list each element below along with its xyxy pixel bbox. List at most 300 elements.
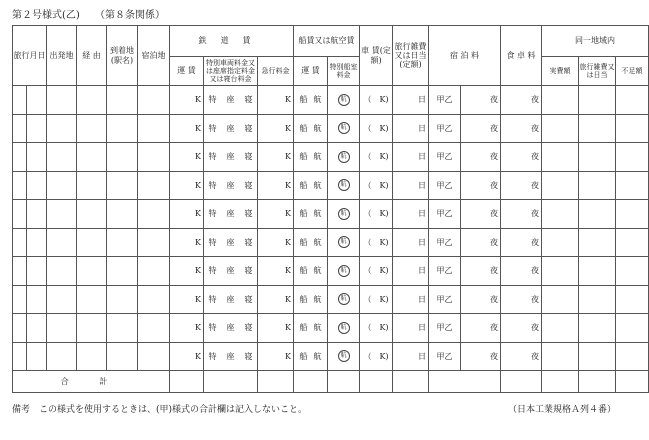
sleeper-label: 寝 — [244, 209, 253, 219]
car-unit-label: K) — [379, 237, 389, 247]
total-cell[interactable] — [360, 371, 393, 393]
actual-cost-cell[interactable] — [542, 285, 579, 314]
sleeper-label: 寝 — [244, 180, 253, 190]
day-unit-label: 日 — [418, 351, 427, 361]
railway-express-cell[interactable] — [258, 342, 294, 371]
railway-special-cell[interactable] — [204, 86, 258, 115]
car-unit-label: K) — [379, 123, 389, 133]
lodging-class-cell[interactable] — [429, 342, 461, 371]
form-reference: （第８条関係） — [95, 10, 165, 21]
day-cell[interactable] — [27, 314, 47, 343]
route-cell[interactable] — [77, 171, 107, 200]
meal-nights-label: 夜 — [531, 209, 540, 219]
arrival-cell[interactable] — [107, 200, 138, 229]
express-unit-label: K — [285, 237, 292, 247]
same-area-daily-cell[interactable] — [579, 228, 616, 257]
lodging-class-cell[interactable] — [429, 200, 461, 229]
shortfall-cell[interactable] — [616, 200, 649, 229]
footer-standard: （日本工業規格Ａ列４番） — [507, 405, 616, 415]
ship-special-cell[interactable] — [328, 314, 360, 343]
class-b-label: 乙 — [444, 209, 453, 219]
entry-row — [13, 114, 649, 143]
seat-label: 座 — [226, 123, 235, 133]
ship-special-cell[interactable] — [328, 257, 360, 286]
arrival-cell[interactable] — [107, 257, 138, 286]
voyage-label: 航 — [313, 95, 322, 105]
ship-fare-cell[interactable] — [294, 86, 328, 115]
railway-fare-cell[interactable] — [170, 257, 204, 286]
lodging-place-cell[interactable] — [138, 200, 170, 229]
lodging-class-cell[interactable] — [429, 285, 461, 314]
shortfall-cell[interactable] — [616, 285, 649, 314]
month-cell[interactable] — [13, 200, 27, 229]
car-unit-label: K) — [379, 180, 389, 190]
ship-fare-cell[interactable] — [294, 285, 328, 314]
total-cell[interactable] — [328, 371, 360, 393]
month-cell[interactable] — [13, 228, 27, 257]
ship-fare-cell[interactable] — [294, 143, 328, 172]
arrival-cell[interactable] — [107, 314, 138, 343]
class-b-label: 乙 — [444, 323, 453, 333]
lodging-place-cell[interactable] — [138, 342, 170, 371]
express-unit-label: K — [285, 266, 292, 276]
actual-cost-cell[interactable] — [542, 200, 579, 229]
ship-fare-cell[interactable] — [294, 171, 328, 200]
railway-fare-cell[interactable] — [170, 342, 204, 371]
railway-fare-cell[interactable] — [170, 171, 204, 200]
voyage-label: 航 — [313, 351, 322, 361]
special-label: 特 — [208, 266, 217, 276]
ship-special-cell[interactable] — [328, 114, 360, 143]
lodging-fee-header: 宿 泊 料 — [429, 26, 501, 86]
fare-unit-label: K — [195, 152, 201, 162]
route-cell[interactable] — [77, 314, 107, 343]
ship-fare-cell[interactable] — [294, 257, 328, 286]
actual-cost-header: 実費額 — [542, 57, 579, 86]
month-cell[interactable] — [13, 114, 27, 143]
route-cell[interactable] — [77, 285, 107, 314]
sleeper-label: 寝 — [244, 294, 253, 304]
lodging-place-cell[interactable] — [138, 285, 170, 314]
month-cell[interactable] — [13, 342, 27, 371]
railway-express-header: 急行料金 — [258, 57, 294, 86]
express-unit-label: K — [285, 180, 292, 190]
route-header: 経 由 — [77, 26, 107, 86]
entry-row — [13, 171, 649, 200]
railway-express-cell[interactable] — [258, 228, 294, 257]
ship-circle-icon: 航 — [338, 179, 350, 191]
actual-cost-cell[interactable] — [542, 114, 579, 143]
lodging-nights-cell[interactable] — [461, 114, 501, 143]
shortfall-cell[interactable] — [616, 342, 649, 371]
car-open-label: （ — [363, 95, 372, 105]
ship-fare-cell[interactable] — [294, 200, 328, 229]
shortfall-cell[interactable] — [616, 314, 649, 343]
express-unit-label: K — [285, 95, 292, 105]
total-cell[interactable] — [170, 371, 204, 393]
lodging-place-cell[interactable] — [138, 114, 170, 143]
total-cell[interactable] — [393, 371, 429, 393]
month-cell[interactable] — [13, 171, 27, 200]
month-cell[interactable] — [13, 143, 27, 172]
ship-special-cell[interactable] — [328, 171, 360, 200]
car-fare-cell[interactable] — [360, 285, 393, 314]
departure-cell[interactable] — [47, 171, 77, 200]
lodging-nights-cell[interactable] — [461, 143, 501, 172]
meal-fee-cell[interactable] — [501, 285, 542, 314]
meal-nights-label: 夜 — [531, 123, 540, 133]
seat-label: 座 — [226, 351, 235, 361]
lodging-place-cell[interactable] — [138, 143, 170, 172]
car-fare-cell[interactable] — [360, 342, 393, 371]
nights-label: 夜 — [490, 209, 499, 219]
voyage-label: 航 — [313, 237, 322, 247]
car-fare-cell[interactable] — [360, 114, 393, 143]
month-cell[interactable] — [13, 314, 27, 343]
meal-fee-cell[interactable] — [501, 228, 542, 257]
day-unit-label: 日 — [418, 237, 427, 247]
departure-cell[interactable] — [47, 114, 77, 143]
departure-cell[interactable] — [47, 86, 77, 115]
route-cell[interactable] — [77, 200, 107, 229]
railway-fare-cell[interactable] — [170, 285, 204, 314]
day-cell[interactable] — [27, 114, 47, 143]
daily-allowance-cell[interactable] — [393, 285, 429, 314]
total-cell[interactable] — [429, 371, 501, 393]
departure-cell[interactable] — [47, 228, 77, 257]
departure-cell[interactable] — [47, 285, 77, 314]
departure-cell[interactable] — [47, 257, 77, 286]
lodging-nights-cell[interactable] — [461, 171, 501, 200]
class-b-label: 乙 — [444, 351, 453, 361]
car-fare-cell[interactable] — [360, 86, 393, 115]
car-fare-cell[interactable] — [360, 314, 393, 343]
departure-cell[interactable] — [47, 143, 77, 172]
express-unit-label: K — [285, 152, 292, 162]
day-cell[interactable] — [27, 86, 47, 115]
railway-fare-cell[interactable] — [170, 86, 204, 115]
actual-cost-cell[interactable] — [542, 342, 579, 371]
fare-unit-label: K — [195, 294, 201, 304]
arrival-cell[interactable] — [107, 171, 138, 200]
daily-allowance-cell[interactable] — [393, 342, 429, 371]
arrival-cell[interactable] — [107, 114, 138, 143]
lodging-nights-cell[interactable] — [461, 314, 501, 343]
railway-express-cell[interactable] — [258, 200, 294, 229]
ship-special-cell[interactable] — [328, 86, 360, 115]
voyage-label: 航 — [313, 123, 322, 133]
day-unit-label: 日 — [418, 294, 427, 304]
day-cell[interactable] — [27, 171, 47, 200]
meal-fee-cell[interactable] — [501, 143, 542, 172]
railway-express-cell[interactable] — [258, 86, 294, 115]
railway-special-cell[interactable] — [204, 171, 258, 200]
class-a-label: 甲 — [436, 180, 445, 190]
lodging-nights-cell[interactable] — [461, 342, 501, 371]
month-cell[interactable] — [13, 86, 27, 115]
actual-cost-cell[interactable] — [542, 171, 579, 200]
meal-fee-cell[interactable] — [501, 171, 542, 200]
ship-special-cell[interactable] — [328, 200, 360, 229]
nights-label: 夜 — [490, 95, 499, 105]
lodging-class-cell[interactable] — [429, 171, 461, 200]
seat-label: 座 — [226, 323, 235, 333]
shortfall-cell[interactable] — [616, 257, 649, 286]
actual-cost-cell[interactable] — [542, 314, 579, 343]
railway-fare-cell[interactable] — [170, 200, 204, 229]
same-area-daily-cell[interactable] — [579, 257, 616, 286]
departure-cell[interactable] — [47, 314, 77, 343]
total-label: 合 計 — [13, 371, 170, 393]
footer-note: 備考 この様式を使用するときは、(甲)様式の合計欄は記入しないこと。 — [12, 405, 308, 415]
railway-express-cell[interactable] — [258, 257, 294, 286]
class-a-label: 甲 — [436, 95, 445, 105]
actual-cost-cell[interactable] — [542, 228, 579, 257]
entry-row — [13, 228, 649, 257]
railway-express-cell[interactable] — [258, 314, 294, 343]
day-cell[interactable] — [27, 342, 47, 371]
ship-special-cell[interactable] — [328, 285, 360, 314]
car-fare-cell[interactable] — [360, 228, 393, 257]
departure-cell[interactable] — [47, 200, 77, 229]
route-cell[interactable] — [77, 114, 107, 143]
nights-label: 夜 — [490, 180, 499, 190]
ship-special-cell[interactable] — [328, 342, 360, 371]
arrival-cell[interactable] — [107, 285, 138, 314]
lodging-class-cell[interactable] — [429, 228, 461, 257]
route-cell[interactable] — [77, 342, 107, 371]
meal-fee-cell[interactable] — [501, 314, 542, 343]
arrival-cell[interactable] — [107, 342, 138, 371]
form-title: 第２号様式(乙) — [12, 10, 80, 21]
month-cell[interactable] — [13, 257, 27, 286]
total-cell[interactable] — [616, 371, 649, 393]
same-area-daily-cell[interactable] — [579, 86, 616, 115]
actual-cost-cell[interactable] — [542, 143, 579, 172]
meal-fee-cell[interactable] — [501, 86, 542, 115]
shortfall-cell[interactable] — [616, 143, 649, 172]
day-unit-label: 日 — [418, 209, 427, 219]
route-cell[interactable] — [77, 143, 107, 172]
arrival-cell[interactable] — [107, 86, 138, 115]
voyage-label: 航 — [313, 180, 322, 190]
railway-fare-cell[interactable] — [170, 314, 204, 343]
arrival-cell[interactable] — [107, 143, 138, 172]
car-unit-label: K) — [379, 95, 389, 105]
daily-allowance-cell[interactable] — [393, 114, 429, 143]
same-area-daily-cell[interactable] — [579, 285, 616, 314]
day-cell[interactable] — [27, 257, 47, 286]
fare-unit-label: K — [195, 323, 201, 333]
lodging-class-cell[interactable] — [429, 143, 461, 172]
shortfall-cell[interactable] — [616, 114, 649, 143]
lodging-place-cell[interactable] — [138, 228, 170, 257]
same-area-daily-cell[interactable] — [579, 342, 616, 371]
total-cell[interactable] — [294, 371, 328, 393]
lodging-class-cell[interactable] — [429, 114, 461, 143]
railway-special-cell[interactable] — [204, 143, 258, 172]
same-area-daily-cell[interactable] — [579, 114, 616, 143]
lodging-nights-cell[interactable] — [461, 228, 501, 257]
day-cell[interactable] — [27, 285, 47, 314]
ship-fare-cell[interactable] — [294, 314, 328, 343]
entry-row — [13, 314, 649, 343]
ship-circle-icon: 航 — [338, 151, 350, 163]
day-cell[interactable] — [27, 200, 47, 229]
nights-label: 夜 — [490, 266, 499, 276]
railway-special-cell[interactable] — [204, 257, 258, 286]
actual-cost-cell[interactable] — [542, 86, 579, 115]
car-fare-cell[interactable] — [360, 200, 393, 229]
same-area-daily-cell[interactable] — [579, 143, 616, 172]
voyage-label: 航 — [313, 294, 322, 304]
total-cell[interactable] — [501, 371, 542, 393]
fare-unit-label: K — [195, 266, 201, 276]
total-cell[interactable] — [542, 371, 579, 393]
meal-fee-cell[interactable] — [501, 200, 542, 229]
lodging-place-header: 宿泊地 — [138, 26, 170, 86]
railway-express-cell[interactable] — [258, 143, 294, 172]
route-cell[interactable] — [77, 228, 107, 257]
ship-special-cell[interactable] — [328, 228, 360, 257]
car-open-label: （ — [363, 209, 372, 219]
shortfall-cell[interactable] — [616, 86, 649, 115]
railway-special-cell[interactable] — [204, 228, 258, 257]
railway-special-cell[interactable] — [204, 342, 258, 371]
nights-label: 夜 — [490, 237, 499, 247]
nights-label: 夜 — [490, 294, 499, 304]
nights-label: 夜 — [490, 351, 499, 361]
shortfall-cell[interactable] — [616, 228, 649, 257]
lodging-class-cell[interactable] — [429, 257, 461, 286]
class-a-label: 甲 — [436, 323, 445, 333]
ship-fare-cell[interactable] — [294, 114, 328, 143]
meal-fee-cell[interactable] — [501, 114, 542, 143]
meal-nights-label: 夜 — [531, 237, 540, 247]
class-a-label: 甲 — [436, 351, 445, 361]
ship-fare-cell[interactable] — [294, 342, 328, 371]
ship-label: 船 — [299, 152, 308, 162]
same-area-daily-cell[interactable] — [579, 171, 616, 200]
daily-allowance-cell[interactable] — [393, 200, 429, 229]
lodging-place-cell[interactable] — [138, 171, 170, 200]
sleeper-label: 寝 — [244, 152, 253, 162]
railway-special-cell[interactable] — [204, 114, 258, 143]
sleeper-label: 寝 — [244, 323, 253, 333]
car-fare-cell[interactable] — [360, 257, 393, 286]
same-area-daily-cell[interactable] — [579, 314, 616, 343]
entry-row — [13, 285, 649, 314]
entry-row — [13, 257, 649, 286]
meal-nights-label: 夜 — [531, 266, 540, 276]
railway-special-cell[interactable] — [204, 200, 258, 229]
meal-fee-cell[interactable] — [501, 257, 542, 286]
day-cell[interactable] — [27, 143, 47, 172]
lodging-nights-cell[interactable] — [461, 285, 501, 314]
route-cell[interactable] — [77, 257, 107, 286]
month-cell[interactable] — [13, 285, 27, 314]
departure-cell[interactable] — [47, 342, 77, 371]
total-cell[interactable] — [579, 371, 616, 393]
railway-express-cell[interactable] — [258, 285, 294, 314]
actual-cost-cell[interactable] — [542, 257, 579, 286]
railway-express-cell[interactable] — [258, 114, 294, 143]
lodging-nights-cell[interactable] — [461, 257, 501, 286]
fare-unit-label: K — [195, 351, 201, 361]
route-cell[interactable] — [77, 86, 107, 115]
day-unit-label: 日 — [418, 95, 427, 105]
car-fare-cell[interactable] — [360, 171, 393, 200]
ship-circle-icon: 航 — [338, 265, 350, 277]
special-label: 特 — [208, 152, 217, 162]
meal-fee-cell[interactable] — [501, 342, 542, 371]
car-open-label: （ — [363, 152, 372, 162]
nights-label: 夜 — [490, 152, 499, 162]
railway-fare-cell[interactable] — [170, 228, 204, 257]
car-unit-label: K) — [379, 266, 389, 276]
daily-allowance-cell[interactable] — [393, 171, 429, 200]
arrival-cell[interactable] — [107, 228, 138, 257]
sleeper-label: 寝 — [244, 123, 253, 133]
special-label: 特 — [208, 323, 217, 333]
lodging-place-cell[interactable] — [138, 86, 170, 115]
total-cell[interactable] — [204, 371, 258, 393]
same-area-header: 同一地域内 — [542, 26, 649, 57]
ship-fare-cell[interactable] — [294, 228, 328, 257]
railway-special-cell[interactable] — [204, 314, 258, 343]
day-cell[interactable] — [27, 228, 47, 257]
class-b-label: 乙 — [444, 237, 453, 247]
special-label: 特 — [208, 123, 217, 133]
car-fare-cell[interactable] — [360, 143, 393, 172]
express-unit-label: K — [285, 351, 292, 361]
ship-circle-icon: 航 — [338, 208, 350, 220]
class-b-label: 乙 — [444, 294, 453, 304]
ship-special-cell[interactable] — [328, 143, 360, 172]
railway-fare-cell[interactable] — [170, 114, 204, 143]
header-row-1 — [13, 26, 649, 57]
lodging-class-cell[interactable] — [429, 86, 461, 115]
lodging-nights-cell[interactable] — [461, 200, 501, 229]
railway-express-cell[interactable] — [258, 171, 294, 200]
fare-unit-label: K — [195, 237, 201, 247]
seat-label: 座 — [226, 95, 235, 105]
same-area-daily-cell[interactable] — [579, 200, 616, 229]
total-cell[interactable] — [258, 371, 294, 393]
lodging-nights-cell[interactable] — [461, 86, 501, 115]
ship-circle-icon: 航 — [338, 122, 350, 134]
daily-allowance-cell[interactable] — [393, 143, 429, 172]
express-unit-label: K — [285, 294, 292, 304]
ship-label: 船 — [299, 95, 308, 105]
daily-allowance-cell[interactable] — [393, 257, 429, 286]
daily-allowance-cell[interactable] — [393, 314, 429, 343]
lodging-place-cell[interactable] — [138, 314, 170, 343]
day-unit-label: 日 — [418, 266, 427, 276]
railway-special-cell[interactable] — [204, 285, 258, 314]
daily-allowance-cell[interactable] — [393, 86, 429, 115]
shortfall-cell[interactable] — [616, 171, 649, 200]
daily-allowance-header: 旅行雑費又は日当(定額) — [393, 26, 429, 86]
lodging-place-cell[interactable] — [138, 257, 170, 286]
lodging-class-cell[interactable] — [429, 314, 461, 343]
class-b-label: 乙 — [444, 180, 453, 190]
meal-nights-label: 夜 — [531, 294, 540, 304]
railway-fare-cell[interactable] — [170, 143, 204, 172]
total-row — [13, 371, 649, 393]
daily-allowance-cell[interactable] — [393, 228, 429, 257]
fare-unit-label: K — [195, 95, 201, 105]
